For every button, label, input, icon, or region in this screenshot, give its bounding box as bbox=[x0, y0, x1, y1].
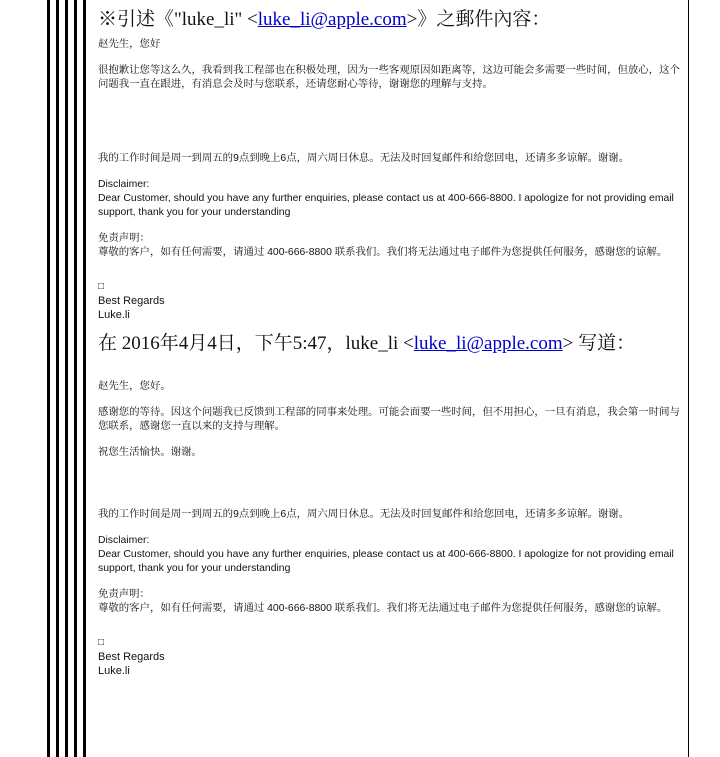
quote-bar bbox=[65, 0, 68, 757]
signature-name: Luke.li bbox=[98, 665, 130, 677]
disclaimer-title: Disclaimer: bbox=[98, 179, 150, 190]
working-hours-note: 我的工作时间是周一到周五的9点到晚上6点，周六周日休息。无法及时回复邮件和给您回电，还请多多谅解。谢谢。 bbox=[98, 153, 630, 164]
quote-bar bbox=[83, 0, 86, 757]
quote-bar bbox=[56, 0, 59, 757]
signature-name: Luke.li bbox=[98, 309, 130, 321]
message-body: 很抱歉让您等这么久，我看到我工程部也在积极处理，因为一些客观原因如距离等，这边可能会多需要一些时间，但放心，这个问题我一直在跟进，有消息会及时与您联系，还请您耐心等待，谢谢您的理解与支持。 bbox=[98, 65, 680, 90]
disclaimer-title: Disclaimer: bbox=[98, 535, 150, 546]
disclaimer-en: Dear Customer, should you have any further enquiries, please contact us at 400-666-8800. I apologize for not providing email support, thank you for your understanding bbox=[98, 193, 674, 218]
quote-prefix: ※引述《"luke_li" < bbox=[98, 9, 258, 30]
quote-bar bbox=[74, 0, 77, 757]
quote-heading bbox=[98, 332, 684, 356]
message-body: 感谢您的等待。因这个问题我已反馈到工程部的同事来处理。可能会面要一些时间，但不用担心，一旦有消息，我会第一时间与您联系，感谢您一直以来的支持与理解。 bbox=[98, 407, 680, 432]
email-link[interactable]: luke_li@apple.com bbox=[413, 333, 563, 354]
signature-regards: Best Regards bbox=[98, 651, 165, 663]
box-glyph: □ bbox=[98, 281, 105, 292]
disclaimer-cn: 尊敬的客户，如有任何需要，请通过 400-666-8800 联系我们。我们将无法通过电子邮件为您提供任何服务，感谢您的谅解。 bbox=[98, 247, 668, 258]
quote-prefix: 在 2016年4月4日，下午5:47，luke_li < bbox=[98, 333, 414, 354]
quote-suffix: > 写道： bbox=[562, 333, 636, 354]
disclaimer-en: Dear Customer, should you have any further enquiries, please contact us at 400-666-8800. I apologize for not providing email support, thank you for your understanding bbox=[98, 549, 674, 574]
disclaimer-cn-title: 免责声明： bbox=[98, 589, 150, 600]
greeting: 赵先生，您好 bbox=[98, 39, 161, 50]
box-glyph: □ bbox=[98, 637, 105, 648]
disclaimer-cn-title: 免责声明： bbox=[98, 233, 150, 244]
quote-heading bbox=[98, 8, 684, 32]
quote-suffix: >》之郵件內容： bbox=[406, 9, 551, 30]
greeting: 赵先生，您好。 bbox=[98, 381, 171, 392]
email-link[interactable]: luke_li@apple.com bbox=[257, 9, 407, 30]
closing-wish: 祝您生活愉快。谢谢。 bbox=[98, 447, 202, 458]
working-hours-note: 我的工作时间是周一到周五的9点到晚上6点，周六周日休息。无法及时回复邮件和给您回电，还请多多谅解。谢谢。 bbox=[98, 509, 630, 520]
disclaimer-cn: 尊敬的客户，如有任何需要，请通过 400-666-8800 联系我们。我们将无法通过电子邮件为您提供任何服务，感谢您的谅解。 bbox=[98, 603, 668, 614]
signature-regards: Best Regards bbox=[98, 295, 165, 307]
page-right-border bbox=[688, 0, 689, 757]
email-message-1 bbox=[98, 38, 684, 322]
email-message-2 bbox=[98, 362, 684, 678]
email-thread bbox=[98, 0, 684, 678]
quote-bar bbox=[47, 0, 50, 757]
